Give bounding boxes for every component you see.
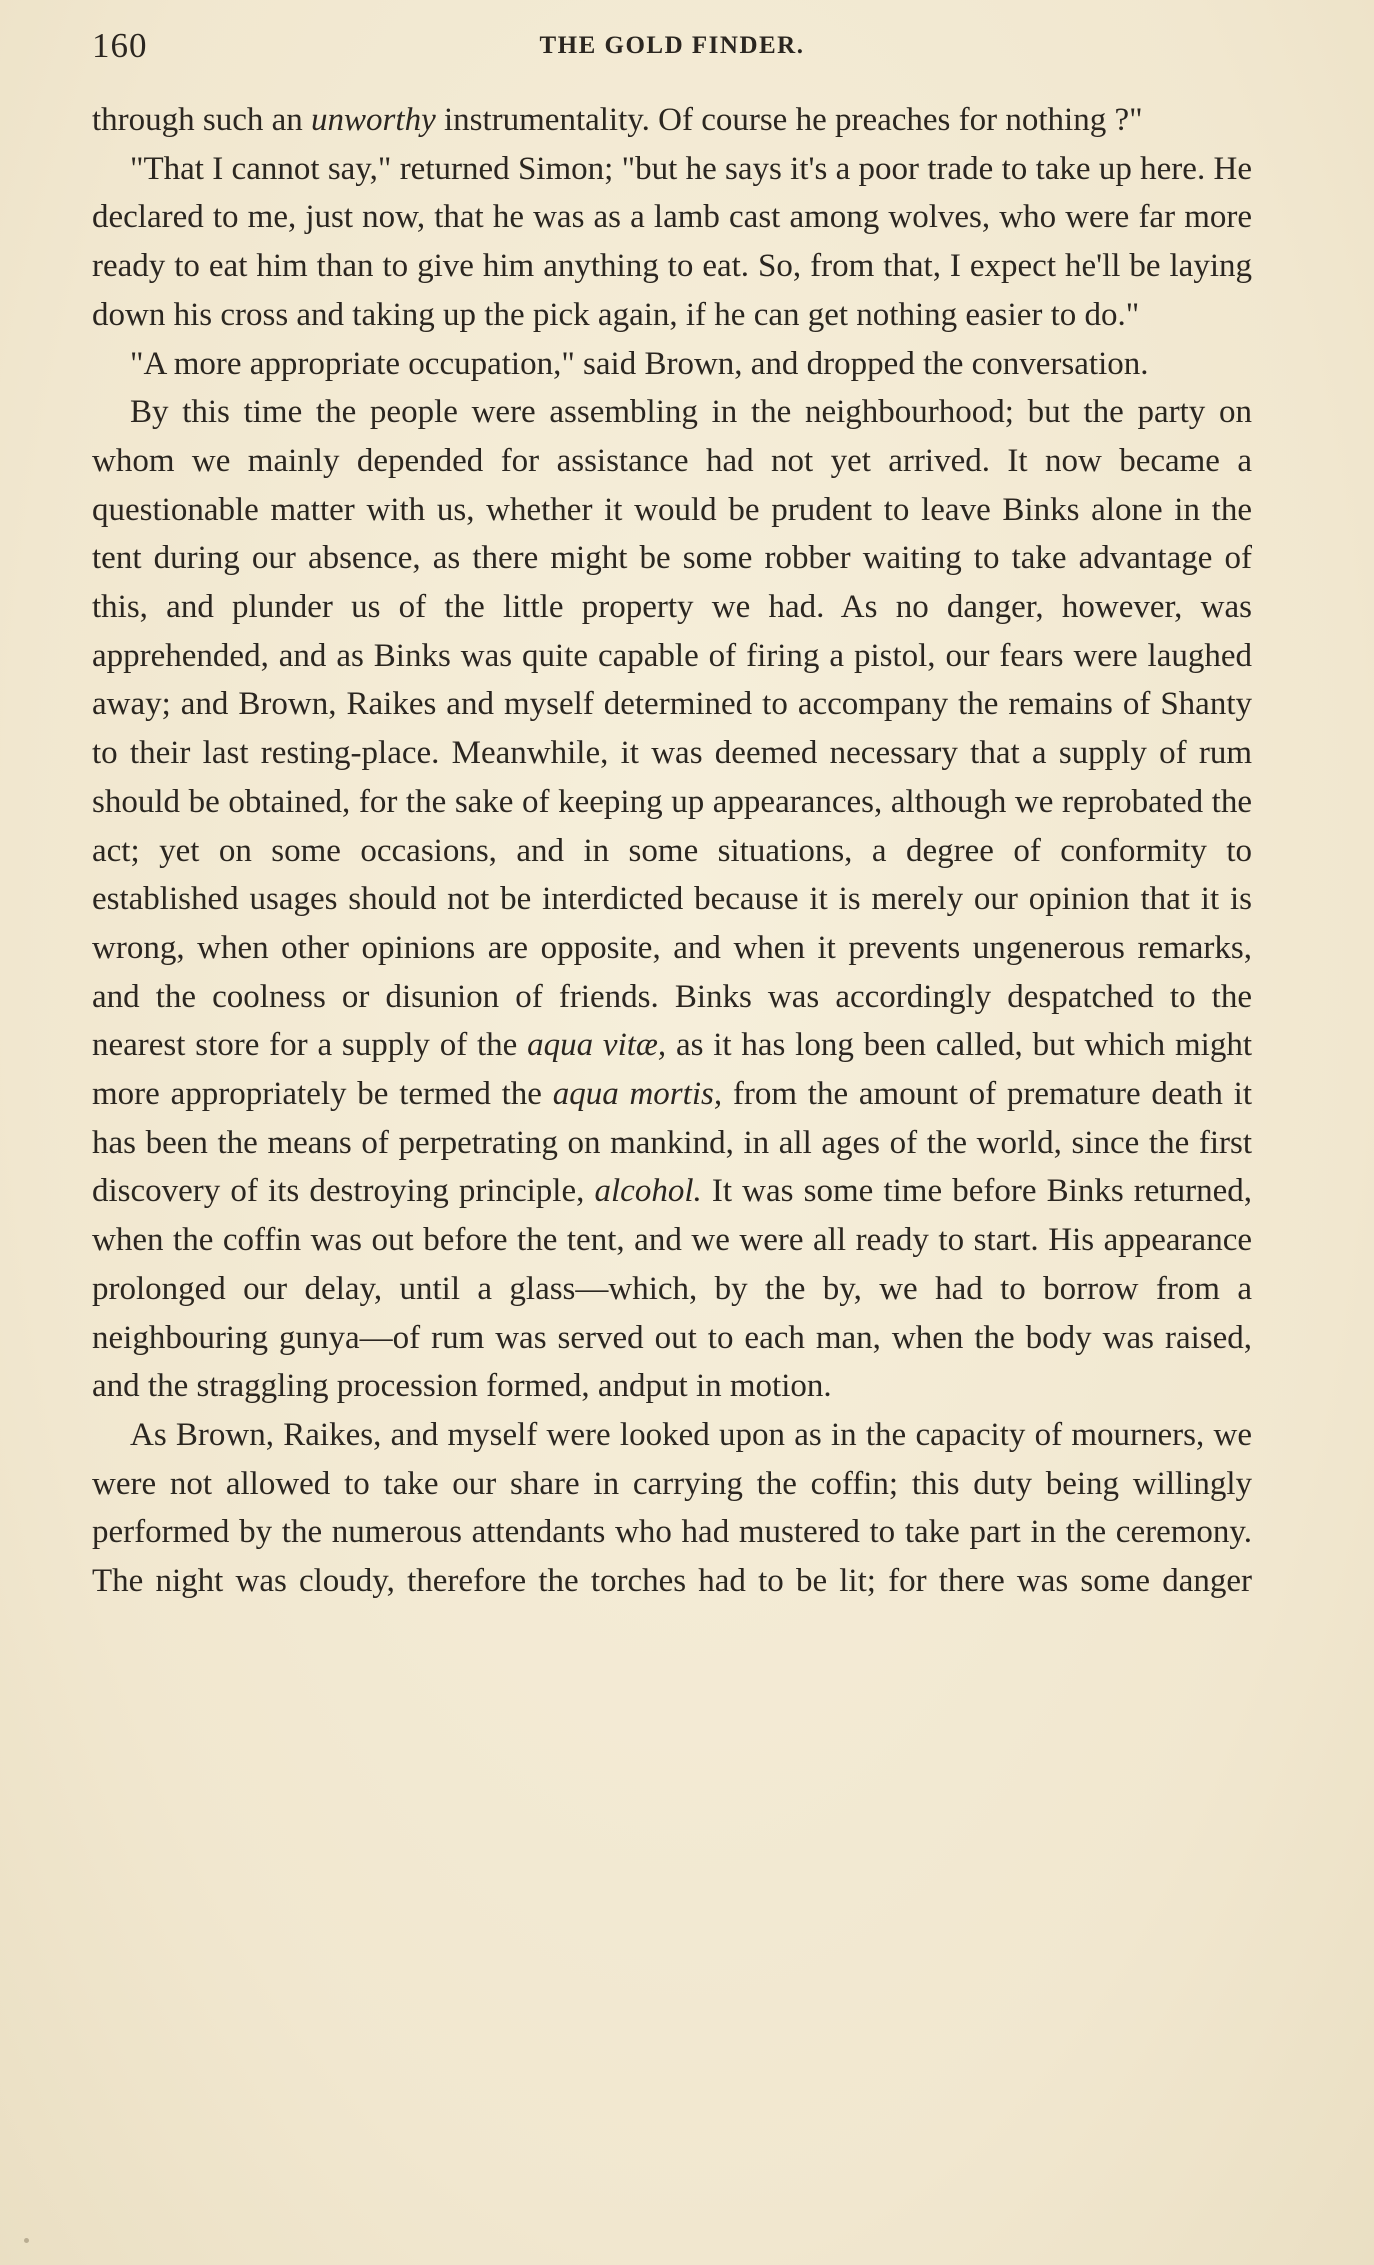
body-text [92,96,1252,1606]
italic-aqua-vitae: aqua vitæ, [527,1027,667,1064]
text-run: instrumentality. Of course he preaches for nothing ?" [435,102,1143,138]
paragraph-simon-reply [92,145,1252,340]
text-run: By this time the people were assembling in the neighbourhood; but the party on whom we mainly depended for assistance had not yet arrived. It now became a questionable matter with us, whether it would be prudent to leave Binks alone in the tent during our absence, as there might be some robber waiting to take advantage of this, and plunder us of the little property we had. As no danger, however, was apprehended, and as Binks was quite capable of firing a pistol, our fears were laughed away; and Brown, Raikes and myself determined to accompany the remains of Shanty to their last resting-place. Meanwhile, it was deemed necessary that a supply of rum should be obtained, for the sake of keeping up appearances, although we reprobated the act; yet on some occasions, and in some situations, a degree of conformity to established usages should not be interdicted because it is merely our opinion that it is wrong, when other opinions are opposite, and when it prevents ungenerous remarks, and the coolness or disunion of friends. Binks was accordingly despatched to the nearest store for a supply of the [92,394,1252,1064]
text-run: As Brown, Raikes, and myself were looked upon as in the capacity of mourners, we were not allowed to take our share in carrying the coffin; this duty being willingly performed by the numerous attendants who had mustered to take part in the ceremony. The night was cloudy, therefore the torches had to be lit; for there was some danger [92,1416,1252,1600]
text-run: "A more appropriate occupation," said Brown, and dropped the conversation. [130,345,1149,382]
italic-alcohol: alcohol. [594,1173,702,1210]
text-run: through such an [92,102,312,138]
text-run: It was some time before Binks returned, when the coffin was out before the tent, and we were all ready to start. His appearance prolonged our delay, until a glass—which, by the by, we had to borrow from a neighbouring gunya—of rum was served out to each man, when the body was raised, and the straggling procession formed, andput in motion. [92,1173,1252,1405]
text-run: as it has long been called, but which might more appropriately be termed the [92,1027,1252,1113]
paper-speck [24,2238,29,2243]
paragraph-brown-remark [92,340,1252,389]
text-run: from the amount of premature death it has been the means of perpetrating on mankind, in all ages of the world, since the first discovery of its destroying principle, [92,1076,1253,1210]
italic-aqua-mortis: aqua mortis, [552,1076,723,1113]
paragraph-continued [92,96,1252,145]
running-head: THE GOLD FINDER. [539,32,805,59]
paragraph-mourners [92,1411,1252,1606]
page-header [92,26,1252,66]
page-number: 160 [92,26,148,65]
text-run: "That I cannot say," returned Simon; "but he says it's a poor trade to take up here. He declared to me, just now, that he was as a lamb cast among wolves, who were far more ready to eat him than to give him anything to eat. So, from that, I expect he'll be laying down his cross and taking up the pick again, if he can get nothing easier to do." [92,150,1252,333]
paragraph-procession [92,388,1252,1411]
italic-word-unworthy: unworthy [311,102,436,138]
